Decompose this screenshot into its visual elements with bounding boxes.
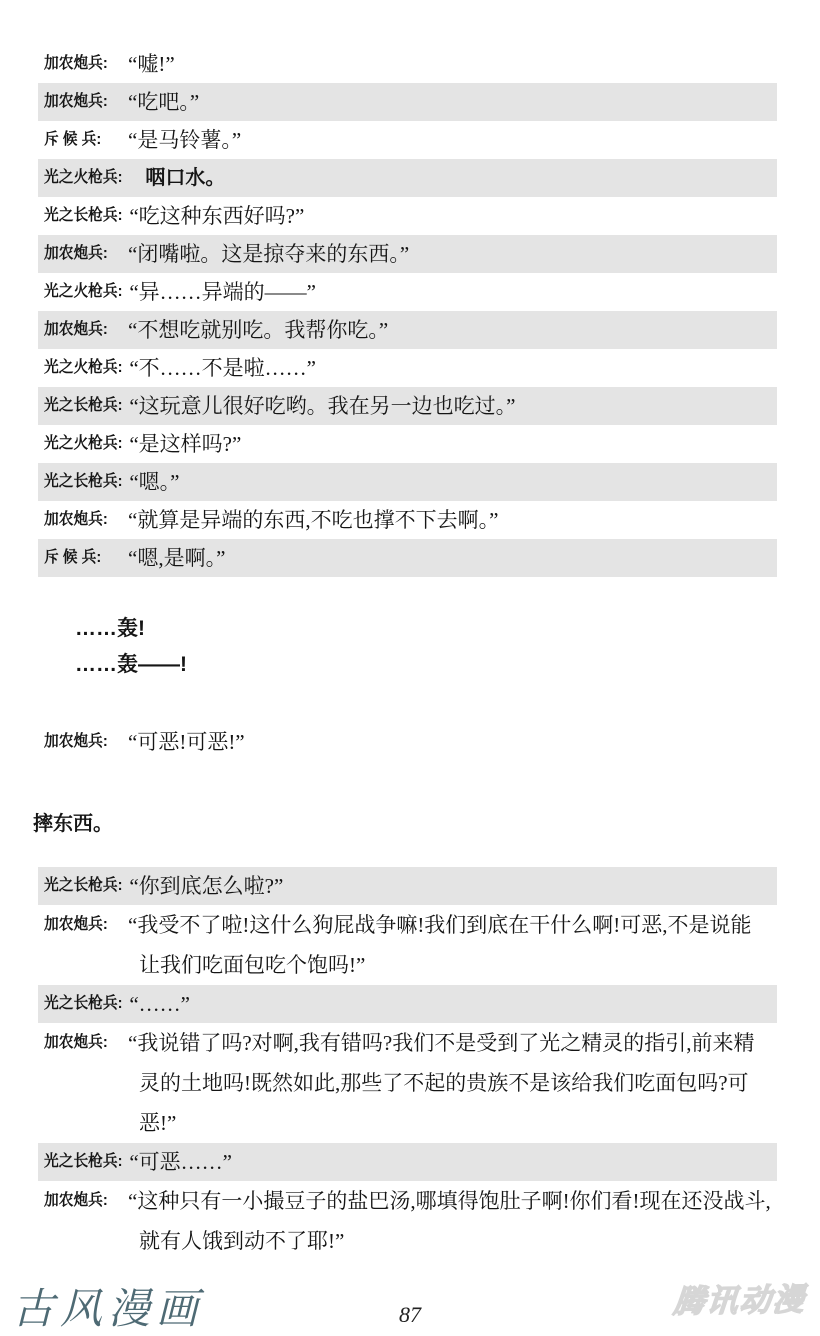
speaker-label: 加农炮兵: xyxy=(44,245,108,262)
speaker-label: 光之长枪兵: xyxy=(44,995,123,1012)
speaker-label: 加农炮兵: xyxy=(44,916,108,933)
speaker-label: 光之长枪兵: xyxy=(44,1153,123,1170)
dialogue-row xyxy=(38,1023,777,1143)
dialogue-text: “可恶……” xyxy=(129,1150,232,1174)
dialogue-text: “……” xyxy=(129,992,190,1016)
dialogue-text: “嗯。” xyxy=(129,470,180,494)
speaker-label: 光之火枪兵: xyxy=(44,435,123,452)
dialogue-row xyxy=(38,273,777,311)
speaker-label: 光之长枪兵: xyxy=(44,207,123,224)
action-text: 咽口水。 xyxy=(145,167,226,189)
dialogue-text: “我受不了啦!这什么狗屁战争嘛!我们到底在干什么啊!可恶,不是说能让我们吃面包吃个饱吗!” xyxy=(128,913,752,977)
page-number: 87 xyxy=(399,1302,421,1327)
dialogue-row xyxy=(38,425,777,463)
dialogue-row xyxy=(38,905,777,985)
dialogue-row xyxy=(38,387,777,425)
dialogue-row xyxy=(38,463,777,501)
watermark-tencent-comics-logo: 腾讯动漫 xyxy=(672,1281,808,1320)
speaker-label: 加农炮兵: xyxy=(44,1034,108,1051)
dialogue-solo-row xyxy=(38,723,777,761)
dialogue-text: “嗯,是啊。” xyxy=(128,546,226,570)
dialogue-text: “是马铃薯。” xyxy=(128,128,242,152)
sound-effect-line: ……轰! xyxy=(75,617,145,640)
dialogue-row xyxy=(38,121,777,159)
dialogue-row xyxy=(38,1143,777,1181)
dialogue-row xyxy=(38,867,777,905)
speaker-label: 加农炮兵: xyxy=(44,55,108,72)
dialogue-table-2 xyxy=(38,867,777,1261)
dialogue-row xyxy=(38,197,777,235)
dialogue-text: “闭嘴啦。这是掠夺来的东西。” xyxy=(128,242,410,266)
dialogue-row xyxy=(38,501,777,539)
sound-effect-line: ……轰——! xyxy=(75,653,187,676)
dialogue-text: “你到底怎么啦?” xyxy=(129,874,284,898)
dialogue-text: “不……不是啦……” xyxy=(129,356,316,380)
dialogue-text: “不想吃就别吃。我帮你吃。” xyxy=(128,318,389,342)
dialogue-row xyxy=(38,83,777,121)
sound-effects xyxy=(75,611,820,683)
speaker-label: 斥 候 兵: xyxy=(44,131,102,148)
dialogue-row xyxy=(38,349,777,387)
dialogue-row xyxy=(38,723,777,761)
speaker-label: 光之火枪兵: xyxy=(44,359,123,376)
speaker-label: 加农炮兵: xyxy=(44,321,108,338)
dialogue-text: “嘘!” xyxy=(128,52,175,76)
dialogue-text: “异……异端的——” xyxy=(129,280,316,304)
speaker-label: 光之长枪兵: xyxy=(44,877,123,894)
dialogue-row xyxy=(38,159,777,197)
dialogue-text: “吃吧。” xyxy=(128,90,200,114)
dialogue-text: “可恶!可恶!” xyxy=(128,730,245,754)
watermark-gufeng-manhua: 古风漫画 xyxy=(12,1284,205,1333)
dialogue-row xyxy=(38,985,777,1023)
dialogue-row xyxy=(38,45,777,83)
speaker-label: 加农炮兵: xyxy=(44,511,108,528)
dialogue-row xyxy=(38,1181,777,1261)
dialogue-table-1 xyxy=(38,45,777,577)
dialogue-row xyxy=(38,539,777,577)
speaker-label: 斥 候 兵: xyxy=(44,549,102,566)
dialogue-text: “这种只有一小撮豆子的盐巴汤,哪填得饱肚子啊!你们看!现在还没战斗,就有人饿到动不了耶!” xyxy=(128,1189,771,1253)
speaker-label: 加农炮兵: xyxy=(44,1192,108,1209)
dialogue-text: “吃这种东西好吗?” xyxy=(129,204,305,228)
dialogue-text: “是这样吗?” xyxy=(129,432,242,456)
dialogue-text: “我说错了吗?对啊,我有错吗?我们不是受到了光之精灵的指引,前来精灵的土地吗!既然如此,那些了不起的贵族不是该给我们吃面包吗?可恶!” xyxy=(128,1031,755,1135)
dialogue-text: “就算是异端的东西,不吃也撑不下去啊。” xyxy=(128,508,499,532)
action-line: 摔东西。 xyxy=(33,813,113,835)
speaker-label: 光之火枪兵: xyxy=(44,283,123,300)
dialogue-text: “这玩意儿很好吃哟。我在另一边也吃过。” xyxy=(129,394,516,418)
speaker-label: 光之长枪兵: xyxy=(44,397,123,414)
dialogue-row xyxy=(38,235,777,273)
speaker-label: 加农炮兵: xyxy=(44,93,108,110)
dialogue-row xyxy=(38,311,777,349)
speaker-label: 光之长枪兵: xyxy=(44,473,123,490)
speaker-label: 光之火枪兵: xyxy=(44,169,123,186)
speaker-label: 加农炮兵: xyxy=(44,733,108,750)
